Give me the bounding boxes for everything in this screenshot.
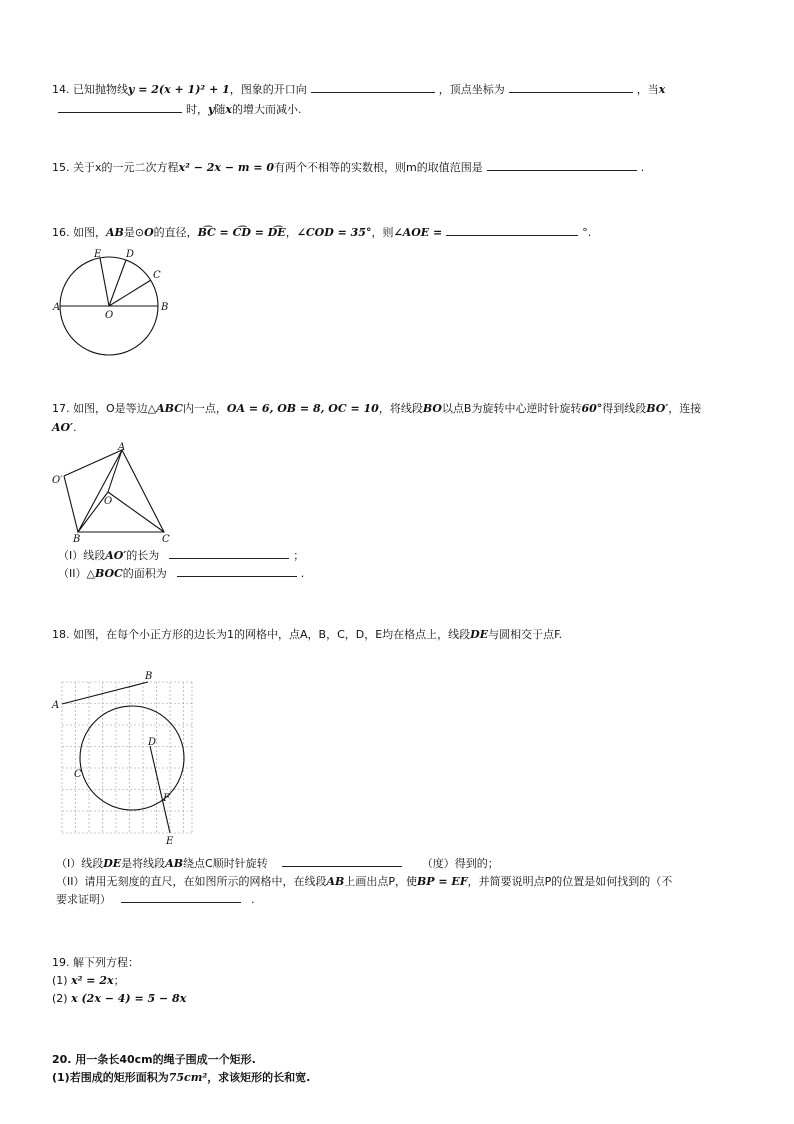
q20-text: 用一条长40cm的绳子围成一个矩形. (75, 1053, 256, 1066)
q20-line (52, 1052, 256, 1068)
q18-grid-lines (62, 682, 192, 833)
q17-number: 17. (52, 402, 70, 415)
q17-segment-bo-prime (64, 476, 78, 532)
q17-text: 以点B为旋转中心逆时针旋转 (441, 402, 582, 415)
q18-part2-text: 要求证明） (56, 893, 111, 906)
q16-question: ∠AOE = (393, 226, 443, 239)
q18-part2-text: . (251, 893, 255, 906)
q18-part2-bp-ef: BP = EF (416, 875, 468, 888)
q18-part2-line2 (56, 892, 255, 908)
q18-part1-de: DE (103, 857, 122, 870)
q19-number: 19. (52, 956, 70, 969)
q14-equation: y = 2(x + 1)² + 1 (128, 83, 230, 96)
q17-part2-text: . (300, 567, 305, 580)
q18-part1-text: （I）线段 (56, 857, 104, 870)
q17-ao-prime: AO′ (52, 421, 74, 434)
q17-triangle-diagram (50, 442, 180, 545)
q17-segment-oc (108, 492, 164, 532)
q19-item1 (52, 973, 125, 989)
q16-o: O (144, 226, 154, 239)
q15-answer-blank[interactable] (487, 160, 637, 171)
q17-bo-prime: BO′ (646, 402, 669, 415)
q18-label-d: D (148, 737, 157, 748)
q16-text: ， (285, 226, 297, 239)
q17-text: 如图，O是等边△ (73, 402, 157, 415)
q18-line (52, 627, 562, 643)
q16-circle-diagram (52, 248, 172, 363)
q17-part1-blank[interactable] (169, 548, 289, 559)
q20-item1 (52, 1070, 310, 1086)
q18-label-a: A (52, 700, 60, 711)
q17-bo: BO (422, 402, 442, 415)
q18-text: 与圆相交于点F. (488, 628, 563, 641)
q18-part1-ab: AB (165, 857, 184, 870)
q18-grid-diagram (50, 668, 200, 848)
q16-segment-oe (100, 258, 109, 306)
q17-triangle-abc (78, 450, 164, 532)
q14-text: ，顶点坐标为 (438, 83, 505, 96)
q16-segment-oc (109, 280, 151, 306)
q16-segment-od (109, 260, 126, 306)
q18-part2-text: 上画出点P，使 (344, 875, 417, 888)
q14-text: 的增大而减小. (231, 103, 302, 116)
q17-abc: ABC (156, 402, 183, 415)
q17-part2-text: 的面积为 (122, 567, 167, 580)
q16-label-d: D (126, 249, 135, 260)
q16-answer-blank[interactable] (446, 225, 578, 236)
q16-number: 16. (52, 226, 70, 239)
q20-number: 20. (52, 1053, 72, 1066)
q14-var-x: x (225, 103, 232, 116)
q17-part1-text: ； (293, 549, 305, 562)
q16-label-c: C (153, 270, 161, 281)
q14-number: 14. (52, 83, 70, 96)
q16-text: 是⊙ (123, 226, 145, 239)
q17-text: . (73, 421, 77, 434)
q14-line2 (58, 102, 301, 118)
q16-line (52, 225, 591, 241)
q17-part1-ao-prime: AO′ (105, 549, 127, 562)
q18-label-c: C (74, 769, 82, 780)
q16-ab: AB (106, 226, 124, 239)
q19-item1-text: ； (113, 974, 125, 987)
q18-part1-text: 是将线段 (121, 857, 166, 870)
q20-area: 75cm² (168, 1071, 208, 1084)
q18-label-f: F (163, 793, 170, 804)
q14-text: ，当 (636, 83, 659, 96)
q18-part2-text: （II）请用无刻度的直尺，在如图所示的网格中，在线段 (56, 875, 327, 888)
q14-answer-blank-1[interactable] (311, 82, 435, 93)
q14-line1 (52, 82, 665, 98)
q17-part2 (58, 566, 304, 582)
q17-text: ，将线段 (378, 402, 423, 415)
q17-label-c: C (162, 534, 170, 545)
q18-part2-text: ，并简要说明点P的位置是如何找到的（不 (467, 875, 673, 888)
q16-angle: ∠COD = 35° (296, 226, 372, 239)
q18-part1-text: 绕点C顺时针旋转 (183, 857, 268, 870)
q18-part1-blank[interactable] (282, 856, 402, 867)
q20-item1-text: ，求该矩形的长和宽. (207, 1071, 311, 1084)
q16-text: °. (582, 226, 592, 239)
q17-segment-oa (108, 450, 122, 492)
q15-line (52, 160, 644, 176)
q18-part2-ab: AB (326, 875, 345, 888)
q16-arcs: B͡C = C͡D = D͡E (197, 226, 286, 239)
q18-de: DE (470, 628, 489, 641)
q14-text: 时， (186, 103, 208, 116)
q16-text: 如图， (73, 226, 106, 239)
q17-part2-boc: BOC (94, 567, 123, 580)
q18-part1 (56, 856, 499, 872)
q14-answer-blank-2[interactable] (509, 82, 633, 93)
q17-part1-text: （I）线段 (58, 549, 106, 562)
q17-values: OA = 6, OB = 8, OC = 10 (226, 402, 379, 415)
q17-part2-text: （II）△ (58, 567, 95, 580)
q14-text: ，图象的开口向 (229, 83, 307, 96)
q17-text: 内一点， (182, 402, 227, 415)
q14-var-x: x (658, 83, 666, 96)
q19-equation1: x² = 2x (71, 974, 114, 987)
q19-text: 解下列方程： (73, 956, 139, 969)
q16-label-a: A (53, 302, 61, 313)
q17-text: 得到线段 (602, 402, 647, 415)
q17-segment-ao-prime (64, 450, 122, 476)
q19-item2-index: (2) (52, 992, 68, 1005)
q14-text: 随 (214, 103, 226, 116)
q19-item2 (52, 991, 186, 1007)
q14-var-y: y (208, 103, 215, 116)
q18-label-e: E (166, 836, 174, 847)
q16-label-o: O (105, 310, 114, 321)
q18-part2-line1 (56, 874, 672, 890)
q18-segment-ab (62, 682, 148, 704)
q18-label-b: B (145, 671, 153, 682)
q16-text: ，则 (371, 226, 394, 239)
q19-line (52, 955, 139, 971)
q19-item1-index: (1) (52, 974, 68, 987)
q17-label-b: B (73, 534, 81, 545)
q20-item1-text: (1)若围成的矩形面积为 (52, 1071, 169, 1084)
q14-answer-blank-3[interactable] (58, 102, 182, 113)
q17-degree: 60° (581, 402, 603, 415)
q17-part1-text: 的长为 (126, 549, 160, 562)
q17-part1 (58, 548, 304, 564)
q18-part2-blank[interactable] (121, 892, 241, 903)
q15-text: . (640, 161, 645, 174)
q15-number: 15. (52, 161, 70, 174)
q17-text: ，连接 (668, 402, 702, 415)
q16-label-b: B (161, 302, 169, 313)
q15-equation: x² − 2x − m = 0 (178, 161, 275, 174)
q17-line2 (52, 420, 77, 436)
q16-label-e: E (94, 249, 102, 260)
q17-part2-blank[interactable] (177, 566, 297, 577)
q17-line1 (52, 401, 701, 417)
q19-equation2: x (2x − 4) = 5 − 8x (71, 992, 187, 1005)
q17-label-a: A (118, 442, 126, 453)
q15-text: 有两个不相等的实数根，则m的取值范围是 (274, 161, 483, 174)
q16-text: 的直径， (153, 226, 198, 239)
q17-label-o-prime: O′ (52, 475, 63, 486)
q14-text: 已知抛物线 (73, 83, 128, 96)
q18-part1-text: （度）得到的； (421, 857, 499, 870)
q18-text: 如图，在每个小正方形的边长为1的网格中，点A，B，C，D，E均在格点上，线段 (73, 628, 471, 641)
q18-number: 18. (52, 628, 70, 641)
q15-text: 关于x的一元二次方程 (73, 161, 179, 174)
q17-label-o: O (104, 496, 113, 507)
